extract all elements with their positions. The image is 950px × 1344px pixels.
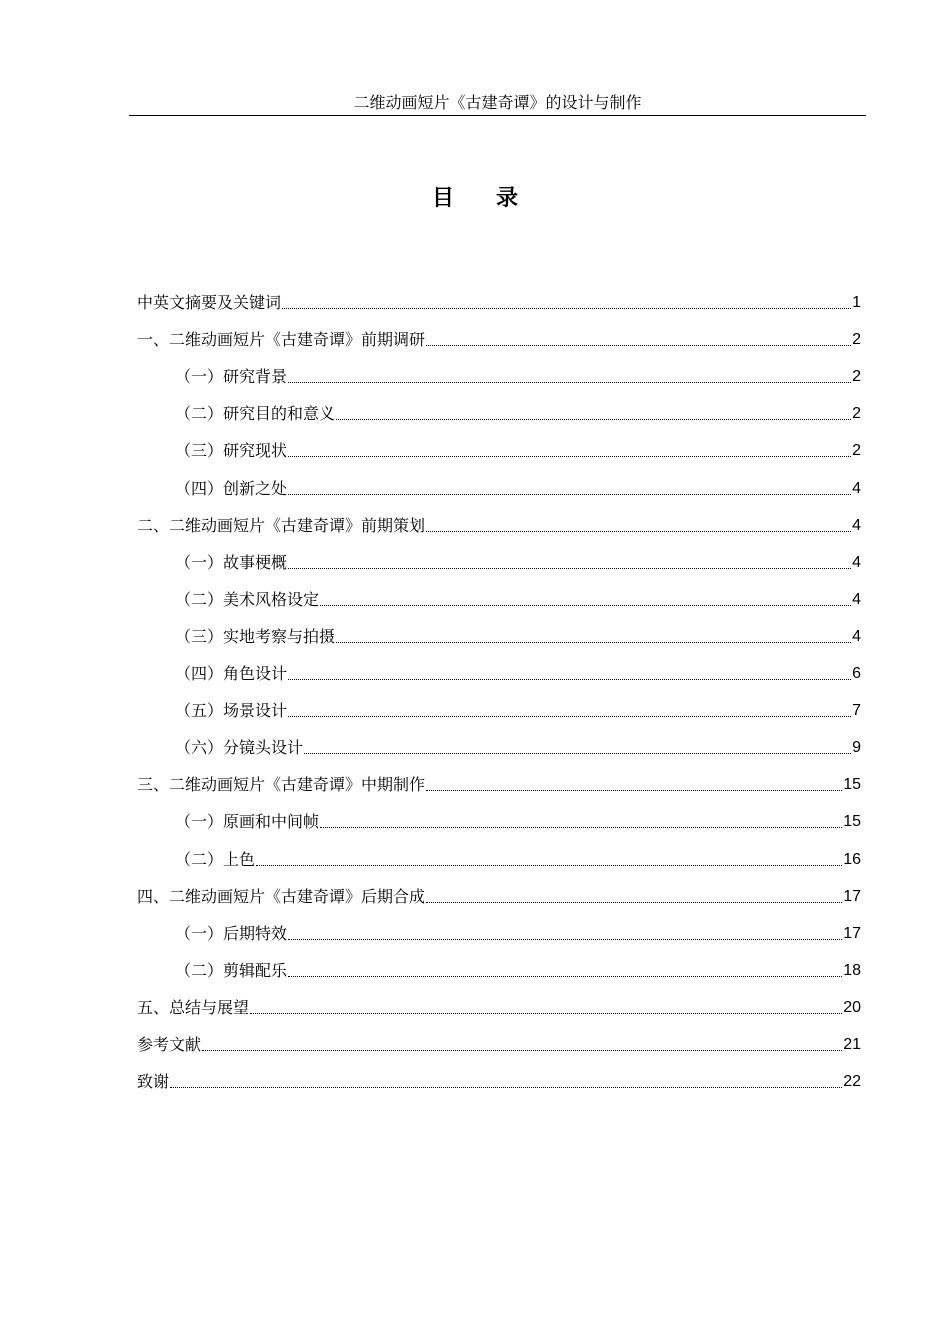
- toc-entry-page: 4: [852, 590, 861, 608]
- toc-entry-page: 21: [843, 1035, 861, 1053]
- dot-leader: [288, 678, 851, 680]
- toc-entry[interactable]: [137, 723, 861, 760]
- dot-leader: [336, 641, 851, 643]
- dot-leader: [336, 418, 851, 420]
- toc-entry-label: （二）剪辑配乐: [175, 960, 288, 980]
- toc-entry[interactable]: [137, 1020, 861, 1057]
- toc-entry[interactable]: [137, 315, 861, 352]
- toc-entry[interactable]: [137, 834, 861, 871]
- toc-entry-page: 15: [843, 776, 861, 794]
- toc-entry-page: 22: [843, 1073, 861, 1091]
- toc-entry-label: （三）研究现状: [175, 441, 288, 461]
- toc-entry-label: （二）美术风格设定: [175, 589, 320, 609]
- toc-entry-page: 9: [852, 739, 861, 757]
- toc-entry-label: （四）创新之处: [175, 478, 288, 498]
- toc-entry-page: 18: [843, 961, 861, 979]
- toc-entry-label: （二）研究目的和意义: [175, 404, 336, 424]
- toc-entry-label: 二、二维动画短片《古建奇谭》前期策划: [137, 515, 426, 535]
- dot-leader: [320, 604, 851, 606]
- toc-entry-page: 7: [852, 702, 861, 720]
- toc-entry[interactable]: [137, 278, 861, 315]
- toc-entry-page: 4: [852, 627, 861, 645]
- dot-leader: [288, 493, 851, 495]
- dot-leader: [426, 344, 851, 346]
- toc-entry[interactable]: [137, 501, 861, 538]
- toc-entry[interactable]: [137, 946, 861, 983]
- toc-entry-label: （二）上色: [175, 849, 256, 869]
- toc-entry[interactable]: [137, 760, 861, 797]
- toc-entry-label: （一）后期特效: [175, 923, 288, 943]
- toc-entry-label: 致谢: [137, 1072, 170, 1092]
- toc-entry[interactable]: [137, 389, 861, 426]
- dot-leader: [288, 455, 851, 457]
- dot-leader: [170, 1086, 842, 1088]
- toc-entry-page: 2: [852, 368, 861, 386]
- toc-entry-label: 三、二维动画短片《古建奇谭》中期制作: [137, 775, 426, 795]
- dot-leader: [426, 789, 842, 791]
- dot-leader: [256, 864, 842, 866]
- toc-entry[interactable]: [137, 872, 861, 909]
- toc-entry[interactable]: [137, 538, 861, 575]
- toc-entry[interactable]: [137, 797, 861, 834]
- running-header: 二维动画短片《古建奇谭》的设计与制作: [353, 93, 642, 112]
- toc-entry[interactable]: [137, 909, 861, 946]
- toc-entry-label: 一、二维动画短片《古建奇谭》前期调研: [137, 330, 426, 350]
- toc-entry-page: 6: [852, 665, 861, 683]
- toc-entry-page: 4: [852, 479, 861, 497]
- toc-entry[interactable]: [137, 426, 861, 463]
- toc-entry-page: 17: [843, 887, 861, 905]
- toc-entry-page: 2: [852, 331, 861, 349]
- toc-entry-label: （一）原画和中间帧: [175, 812, 320, 832]
- dot-leader: [288, 715, 851, 717]
- dot-leader: [304, 752, 851, 754]
- toc-entry-page: 16: [843, 850, 861, 868]
- toc-entry[interactable]: [137, 352, 861, 389]
- toc-entry-page: 17: [843, 924, 861, 942]
- dot-leader: [320, 826, 842, 828]
- toc-entry-page: 4: [852, 553, 861, 571]
- toc-entry[interactable]: [137, 686, 861, 723]
- toc-entry-page: 20: [843, 998, 861, 1016]
- toc-entry[interactable]: [137, 575, 861, 612]
- toc-entry-label: 中英文摘要及关键词: [137, 293, 282, 313]
- dot-leader: [288, 381, 851, 383]
- toc-entry-page: 15: [843, 813, 861, 831]
- toc-entry[interactable]: [137, 649, 861, 686]
- dot-leader: [426, 901, 842, 903]
- toc-list: [137, 278, 861, 1094]
- dot-leader: [250, 1012, 842, 1014]
- toc-entry-page: 1: [852, 294, 861, 312]
- toc-entry-label: （三）实地考察与拍摄: [175, 626, 336, 646]
- toc-entry-label: 参考文献: [137, 1034, 202, 1054]
- toc-entry-label: 五、总结与展望: [137, 997, 250, 1017]
- toc-entry-label: （四）角色设计: [175, 664, 288, 684]
- toc-entry-label: （五）场景设计: [175, 701, 288, 721]
- header-rule: [129, 115, 866, 116]
- dot-leader: [282, 307, 851, 309]
- toc-entry[interactable]: [137, 612, 861, 649]
- toc-entry-label: （一）故事梗概: [175, 552, 288, 572]
- toc-entry[interactable]: [137, 463, 861, 500]
- toc-entry-label: （六）分镜头设计: [175, 738, 304, 758]
- dot-leader: [288, 938, 842, 940]
- toc-entry-label: （一）研究背景: [175, 367, 288, 387]
- toc-entry[interactable]: [137, 1057, 861, 1094]
- dot-leader: [202, 1049, 842, 1051]
- toc-entry-page: 4: [852, 516, 861, 534]
- toc-title: 目录: [431, 186, 560, 211]
- toc-entry-label: 四、二维动画短片《古建奇谭》后期合成: [137, 886, 426, 906]
- toc-entry-page: 2: [852, 442, 861, 460]
- dot-leader: [426, 530, 851, 532]
- toc-entry[interactable]: [137, 983, 861, 1020]
- dot-leader: [288, 567, 851, 569]
- toc-entry-page: 2: [852, 405, 861, 423]
- dot-leader: [288, 975, 842, 977]
